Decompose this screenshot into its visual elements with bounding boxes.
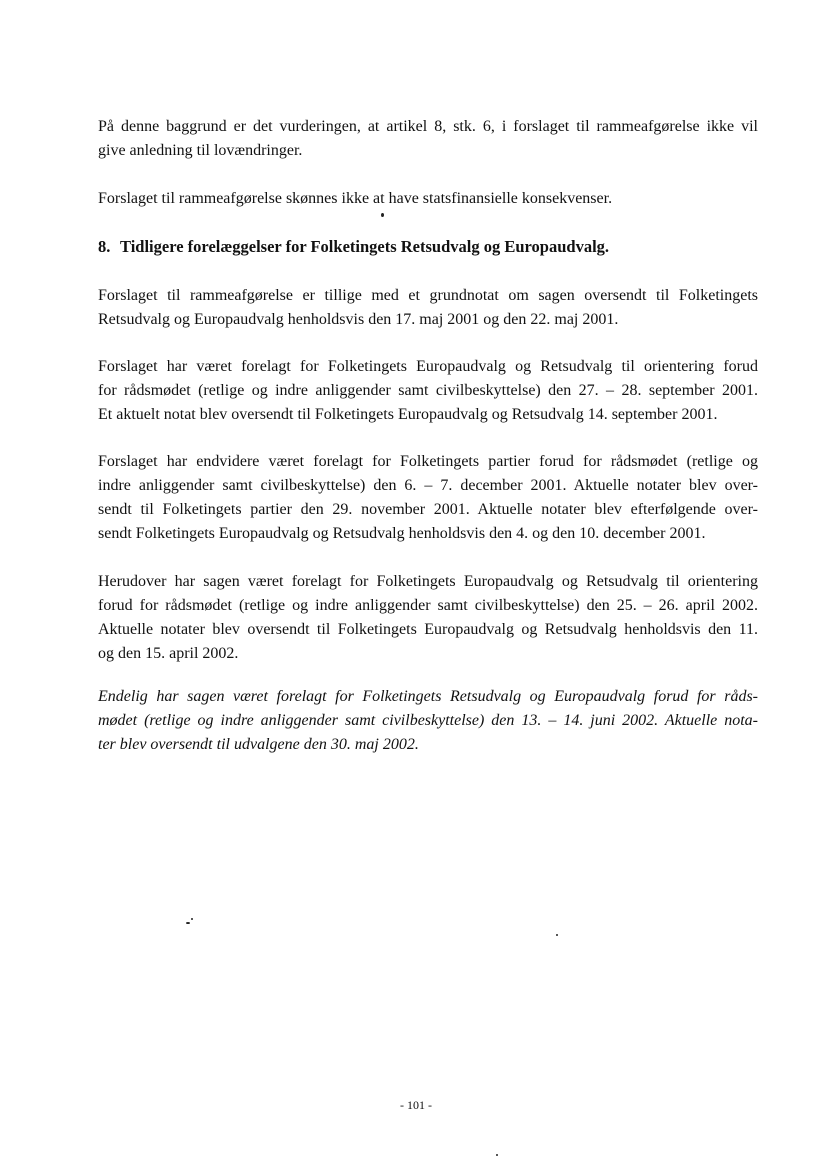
scan-speck [186, 922, 190, 924]
scan-speck [191, 918, 193, 920]
text-line: og den 15. april 2002. [98, 645, 239, 662]
section-heading [98, 235, 758, 259]
text-line: Et aktuelt notat blev oversendt til Folketingets Europaudvalg og Retsudvalg 14. september 2001. [98, 406, 718, 423]
paragraph-legislation [98, 115, 758, 163]
text-line: Forslaget har været forelagt for Folketingets Europaudvalg og Retsudvalg til orientering forud [98, 358, 758, 375]
text-line: for rådsmødet (retlige og indre anliggender samt civilbeskyttelse) den 27. – 28. september 2001. [98, 382, 758, 399]
text-line: Forslaget til rammeafgørelse er tillige med et grundnotat om sagen oversendt til Folketingets [98, 287, 758, 304]
paragraph-september [98, 355, 758, 427]
section-title: Tidligere forelæggelser for Folketingets Retsudvalg og Europaudvalg. [120, 237, 610, 256]
paragraph-finances [98, 187, 758, 211]
text-line: På denne baggrund er det vurderingen, at artikel 8, stk. 6, i forslaget til rammeafgørelse ikke vil [98, 118, 758, 135]
paragraph-grundnotat [98, 284, 758, 332]
text-line: Forslaget har endvidere været forelagt for Folketingets partier forud for rådsmødet (retlige og [98, 453, 758, 470]
paragraph-april [98, 570, 758, 666]
text-line: indre anliggender samt civilbeskyttelse) den 6. – 7. december 2001. Aktuelle notater blev over- [98, 477, 758, 494]
text-line: Retsudvalg og Europaudvalg henholdsvis den 17. maj 2001 og den 22. maj 2001. [98, 311, 619, 328]
text-line: give anledning til lovændringer. [98, 142, 303, 159]
text-line: Herudover har sagen været forelagt for Folketingets Europaudvalg og Retsudvalg til orientering [98, 573, 758, 590]
scan-speck [496, 1154, 498, 1156]
text-line: ter blev oversendt til udvalgene den 30. maj 2002. [98, 736, 419, 753]
text-line: Endelig har sagen været forelagt for Folketingets Retsudvalg og Europaudvalg forud for råds- [98, 688, 758, 705]
section-number: 8. [98, 237, 111, 256]
paragraph-december [98, 450, 758, 546]
scan-speck [556, 934, 558, 936]
text-line: sendt Folketingets Europaudvalg og Retsudvalg henholdsvis den 4. og den 10. december 2001. [98, 525, 706, 542]
text-line: Forslaget til rammeafgørelse skønnes ikke at have statsfinansielle konsekvenser. [98, 190, 613, 207]
paragraph-june [98, 685, 758, 757]
text-line: forud for rådsmødet (retlige og indre anliggender samt civilbeskyttelse) den 25. – 26. april 2002. [98, 597, 758, 614]
page-number: - 101 - [400, 1098, 432, 1112]
text-line: mødet (retlige og indre anliggender samt civilbeskyttelse) den 13. – 14. juni 2002. Aktuelle nota- [98, 712, 758, 729]
scan-speck [381, 213, 384, 217]
text-line: sendt til Folketingets partier den 29. november 2001. Aktuelle notater blev efterfølgende over- [98, 501, 758, 518]
text-line: Aktuelle notater blev oversendt til Folketingets Europaudvalg og Retsudvalg henholdsvis den 11. [98, 621, 758, 638]
